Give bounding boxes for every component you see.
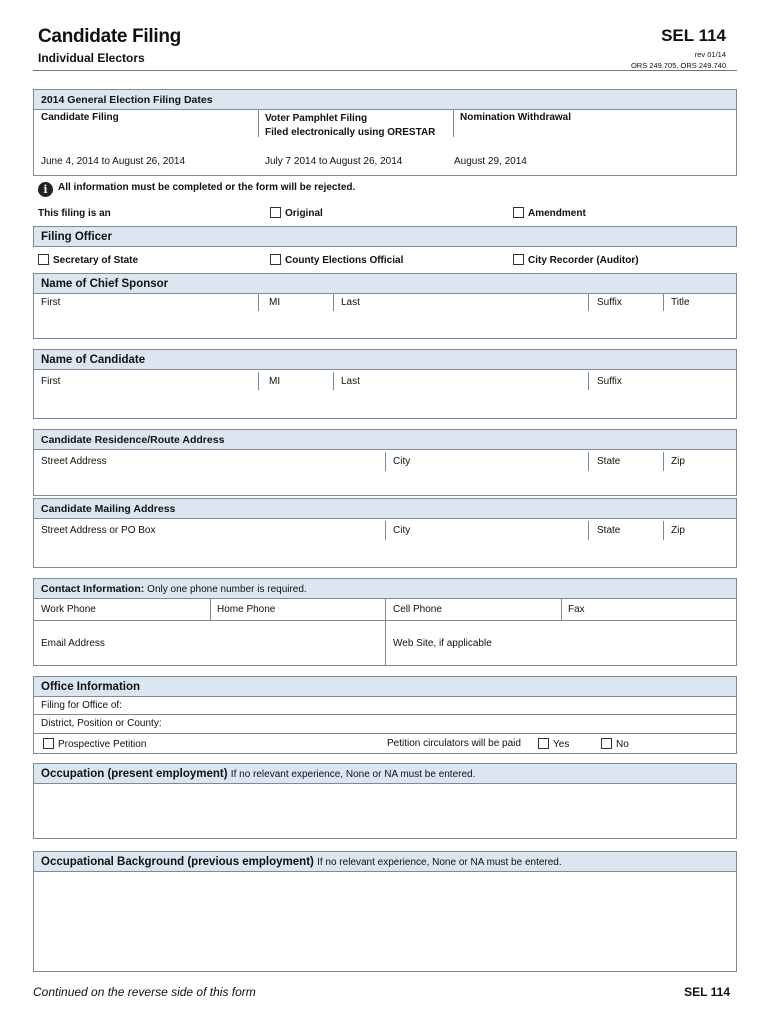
nomination-withdrawal-date: August 29, 2014 xyxy=(454,156,527,167)
filing-officer-heading: Filing Officer xyxy=(34,227,736,246)
divider xyxy=(588,372,589,390)
divider xyxy=(258,293,259,311)
contact-note: Only one phone number is required. xyxy=(147,584,307,595)
office-heading: Office Information xyxy=(34,677,736,697)
occupation-box xyxy=(33,763,737,839)
mailing-state-field[interactable]: State xyxy=(597,525,621,536)
no-label: No xyxy=(616,739,629,750)
officer-label: Secretary of State xyxy=(53,255,139,266)
revision-info xyxy=(631,49,726,71)
original-checkbox[interactable] xyxy=(270,207,281,218)
form-title: Candidate Filing xyxy=(38,26,181,47)
sponsor-first-field[interactable]: First xyxy=(41,297,61,308)
candidate-suffix-field[interactable]: Suffix xyxy=(597,376,622,387)
candidate-last-field[interactable]: Last xyxy=(341,376,360,387)
mailing-address-box xyxy=(33,498,737,568)
mailing-city-field[interactable]: City xyxy=(393,525,411,536)
filing-dates-box xyxy=(33,89,737,176)
officer-city-recorder[interactable] xyxy=(513,254,639,266)
circulators-paid-label: Petition circulators will be paid xyxy=(387,738,521,749)
officer-label: County Elections Official xyxy=(285,255,404,266)
officer-label: City Recorder (Auditor) xyxy=(528,255,639,266)
prospective-petition-checkbox[interactable] xyxy=(43,738,54,749)
occupation-input[interactable] xyxy=(34,784,736,838)
office-info-box xyxy=(33,676,737,754)
filing-dates-heading: 2014 General Election Filing Dates xyxy=(34,90,736,110)
chief-sponsor-heading: Name of Chief Sponsor xyxy=(34,274,736,294)
background-title: Occupational Background (previous employment) xyxy=(41,856,314,868)
form-number: SEL 114 xyxy=(661,26,726,45)
candidate-filing-dates: June 4, 2014 to August 26, 2014 xyxy=(41,156,186,167)
voter-pamphlet-title: Voter Pamphlet Filing xyxy=(265,113,368,124)
voter-pamphlet-sub: Filed electronically using ORESTAR xyxy=(265,127,436,138)
candidate-first-field[interactable]: First xyxy=(41,376,61,387)
continued-note: Continued on the reverse side of this form xyxy=(33,985,256,999)
website-field[interactable]: Web Site, if applicable xyxy=(393,638,492,649)
original-option[interactable] xyxy=(270,207,323,219)
yes-checkbox[interactable] xyxy=(538,738,549,749)
amendment-label: Amendment xyxy=(528,208,586,219)
officer-county-elections[interactable] xyxy=(270,254,403,266)
candidate-name-heading: Name of Candidate xyxy=(34,350,736,370)
sponsor-suffix-field[interactable]: Suffix xyxy=(597,297,622,308)
occupation-title: Occupation (present employment) xyxy=(41,768,228,780)
sponsor-last-field[interactable]: Last xyxy=(341,297,360,308)
chief-sponsor-box xyxy=(33,273,737,339)
divider xyxy=(588,293,589,311)
home-phone-field[interactable]: Home Phone xyxy=(217,604,276,615)
contact-info-box xyxy=(33,578,737,666)
secretary-of-state-checkbox[interactable] xyxy=(38,254,49,265)
candidate-mi-field[interactable]: MI xyxy=(269,376,281,387)
background-box xyxy=(33,851,737,972)
candidate-name-box xyxy=(33,349,737,419)
residence-city-field[interactable]: City xyxy=(393,456,411,467)
occupation-note: If no relevant experience, None or NA must be entered. xyxy=(230,769,476,780)
candidate-filing-label: Candidate Filing xyxy=(41,112,119,123)
city-recorder-checkbox[interactable] xyxy=(513,254,524,265)
county-elections-checkbox[interactable] xyxy=(270,254,281,265)
mailing-heading: Candidate Mailing Address xyxy=(34,499,736,519)
circulators-yes-option[interactable] xyxy=(531,734,576,754)
notice-text: All information must be completed or the form will be rejected. xyxy=(58,182,356,193)
district-field[interactable]: District, Position or County: xyxy=(41,718,162,729)
filing-for-office-field[interactable]: Filing for Office of: xyxy=(41,700,122,711)
divider xyxy=(258,372,259,390)
mailing-zip-field[interactable]: Zip xyxy=(671,525,685,536)
info-icon: i xyxy=(38,182,53,197)
sponsor-title-field[interactable]: Title xyxy=(671,297,690,308)
prospective-petition-option[interactable] xyxy=(36,734,153,754)
nomination-withdrawal-label: Nomination Withdrawal xyxy=(460,112,572,123)
amendment-checkbox[interactable] xyxy=(513,207,524,218)
divider xyxy=(588,521,589,540)
header-rule xyxy=(33,70,737,71)
cell-phone-field[interactable]: Cell Phone xyxy=(393,604,442,615)
form-subtitle: Individual Electors xyxy=(38,51,145,65)
background-input[interactable] xyxy=(34,872,736,971)
original-label: Original xyxy=(285,208,323,219)
residence-zip-field[interactable]: Zip xyxy=(671,456,685,467)
filing-officer-box xyxy=(33,226,737,247)
statutes: ORS 249.705, ORS 249.740 xyxy=(630,61,726,70)
voter-pamphlet-label xyxy=(258,108,442,144)
background-note: If no relevant experience, None or NA must be entered. xyxy=(317,857,562,868)
residence-heading: Candidate Residence/Route Address xyxy=(34,430,736,450)
sponsor-mi-field[interactable]: MI xyxy=(269,297,281,308)
required-notice xyxy=(38,182,355,197)
filing-type-label: This filing is an xyxy=(38,208,111,219)
fax-field[interactable]: Fax xyxy=(568,604,585,615)
prospective-label: Prospective Petition xyxy=(58,739,147,750)
voter-pamphlet-dates: July 7 2014 to August 26, 2014 xyxy=(265,156,403,167)
mailing-street-field[interactable]: Street Address or PO Box xyxy=(41,525,156,536)
residence-state-field[interactable]: State xyxy=(597,456,621,467)
amendment-option[interactable] xyxy=(513,207,586,219)
circulators-no-option[interactable] xyxy=(594,734,636,754)
contact-heading-title: Contact Information: xyxy=(41,583,145,595)
no-checkbox[interactable] xyxy=(601,738,612,749)
work-phone-field[interactable]: Work Phone xyxy=(41,604,96,615)
yes-label: Yes xyxy=(553,739,570,750)
occupation-heading xyxy=(34,764,736,784)
background-heading xyxy=(34,852,736,872)
divider xyxy=(588,452,589,471)
residence-street-field[interactable]: Street Address xyxy=(41,456,107,467)
revision: rev 01/14 xyxy=(694,50,726,59)
email-field[interactable]: Email Address xyxy=(41,638,105,649)
officer-secretary-of-state[interactable] xyxy=(38,254,138,266)
contact-heading xyxy=(34,579,736,599)
residence-address-box xyxy=(33,429,737,496)
footer-form-number: SEL 114 xyxy=(684,985,730,999)
